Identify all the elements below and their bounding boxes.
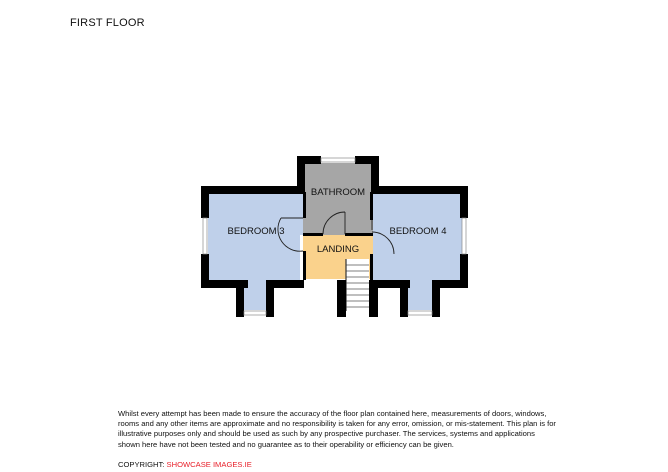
bedroom-3-bay-window: [244, 311, 266, 315]
bathroom-window: [321, 158, 355, 162]
copyright-brand: SHOWCASE IMAGES.IE: [166, 460, 252, 469]
bathroom-label: BATHROOM: [310, 187, 366, 198]
bedroom-4-floor: [373, 194, 462, 310]
copyright-line: [118, 460, 252, 469]
bedroom-3-window: [203, 218, 207, 254]
copyright-prefix: COPYRIGHT:: [118, 460, 167, 469]
bedroom-4-label: BEDROOM 4: [389, 226, 447, 237]
bedroom-4-window: [462, 218, 466, 254]
disclaimer-text: Whilst every attempt has been made to ensure the accuracy of the floor plan contained here, measurements of doors, windows, rooms and any other items are approximate and no responsibility is taken for any error, omission, or mis-statement. This plan is for illustrative purposes only and should be used as such by any prospective purchaser. The services, systems and applications shown here have not been tested and no guarantee as to their operability or efficiency can be given.: [118, 409, 556, 449]
floor-title: FIRST FLOOR: [70, 17, 145, 29]
bedroom-4-bay-window: [408, 311, 432, 315]
landing-label: LANDING: [316, 244, 360, 255]
bedroom-3-floor: [208, 194, 303, 310]
bedroom-3-label: BEDROOM 3: [227, 226, 285, 237]
staircase: [346, 259, 369, 311]
bathroom-floor: [303, 163, 373, 235]
